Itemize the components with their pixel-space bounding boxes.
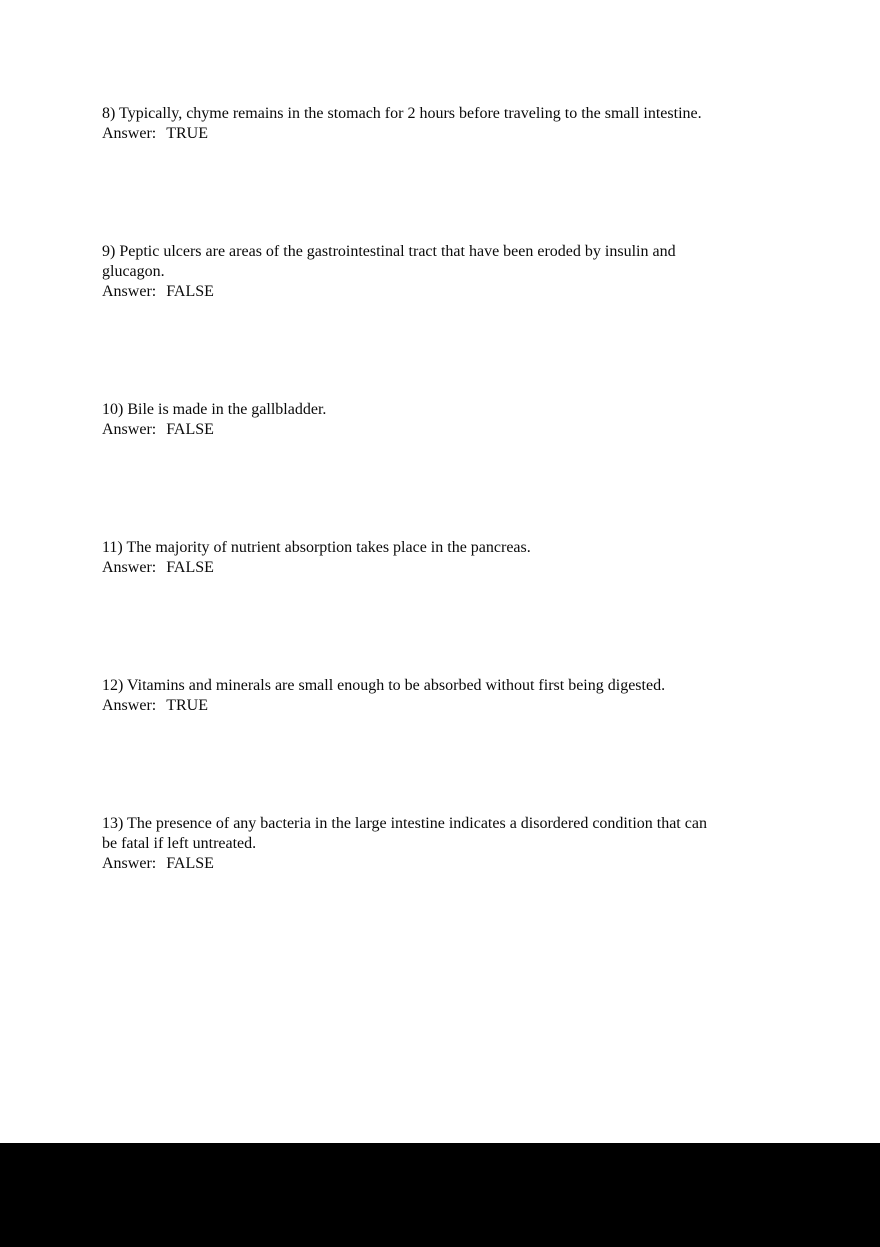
- answer-label: Answer:: [102, 125, 157, 142]
- question-text-line: glucagon.: [102, 263, 165, 280]
- question-block: [102, 400, 780, 440]
- question-block: [102, 242, 780, 302]
- answer-value: FALSE: [166, 283, 214, 300]
- answer-value: FALSE: [166, 855, 214, 872]
- question-text-line: 11) The majority of nutrient absorption takes place in the pancreas.: [102, 539, 531, 556]
- answer-label: Answer:: [102, 283, 157, 300]
- answer-value: FALSE: [166, 559, 214, 576]
- answer-value: TRUE: [166, 125, 208, 142]
- question-text: [102, 814, 780, 854]
- question-block: [102, 538, 780, 578]
- question-text-line: 8) Typically, chyme remains in the stomach for 2 hours before traveling to the small intestine.: [102, 105, 702, 122]
- answer-row: [102, 558, 780, 578]
- answer-row: [102, 420, 780, 440]
- question-text: [102, 676, 780, 696]
- question-text-line: 9) Peptic ulcers are areas of the gastrointestinal tract that have been eroded by insulin and: [102, 243, 676, 260]
- answer-label: Answer:: [102, 421, 157, 438]
- answer-value: FALSE: [166, 421, 214, 438]
- question-text-line: 12) Vitamins and minerals are small enough to be absorbed without first being digested.: [102, 677, 666, 694]
- answer-label: Answer:: [102, 855, 157, 872]
- answer-label: Answer:: [102, 559, 157, 576]
- question-block: [102, 676, 780, 716]
- answer-row: [102, 854, 780, 874]
- answer-row: [102, 124, 780, 144]
- question-text: [102, 104, 780, 124]
- answer-row: [102, 696, 780, 716]
- answer-value: TRUE: [166, 697, 208, 714]
- answer-row: [102, 282, 780, 302]
- question-text: [102, 242, 780, 282]
- question-text: [102, 538, 780, 558]
- question-text-line: 10) Bile is made in the gallbladder.: [102, 401, 327, 418]
- question-text: [102, 400, 780, 420]
- question-text-line: be fatal if left untreated.: [102, 835, 257, 852]
- question-block: [102, 104, 780, 144]
- background-void: [0, 1143, 880, 1247]
- question-text-line: 13) The presence of any bacteria in the large intestine indicates a disordered condition that can: [102, 815, 707, 832]
- question-block: [102, 814, 780, 874]
- answer-label: Answer:: [102, 697, 157, 714]
